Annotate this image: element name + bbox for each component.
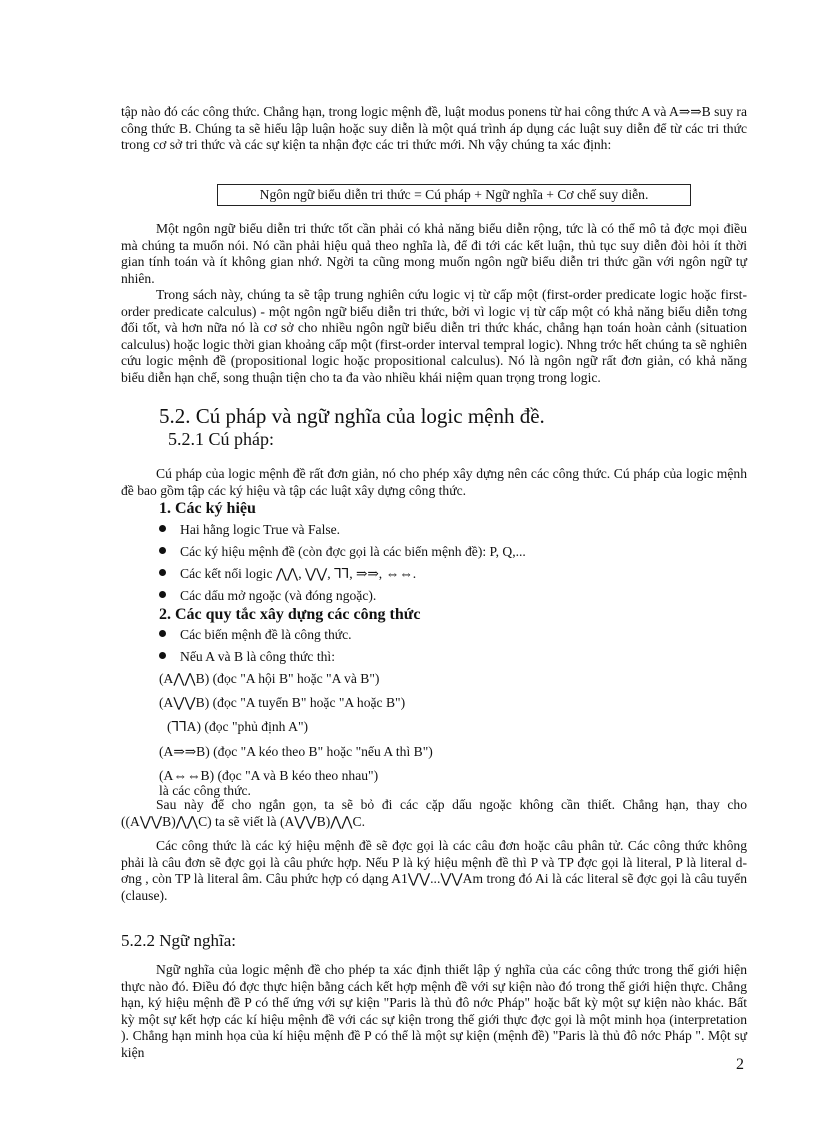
paragraph-representation: Một ngôn ngữ biểu diễn tri thức tốt cần phải có khả năng biểu diễn rộng, tức là có thể mô tả đợc mọi điều mà chúng ta muốn nói. Nó cần phải hiệu quả theo nghĩa là, để đi tới các kết luận, thủ tục suy diễn đòi hỏi ít thời gian tính toán và ít không gian nhớ. Ngời ta cũng mong muốn ngôn ngữ biểu diễn tri thức gần với ngôn ngữ tự nhiên. xyxy=(121,221,747,286)
heading-rules: 2. Các quy tắc xây dựng các công thức xyxy=(159,606,421,623)
bullet-item: Nếu A và B là công thức thì: xyxy=(159,648,335,666)
page-number: 2 xyxy=(736,1056,744,1073)
heading-symbols: 1. Các ký hiệu xyxy=(159,500,256,517)
formula-implication: (A⇒⇒B) (đọc "A kéo theo B" hoặc "nếu A thì B") xyxy=(159,744,433,759)
formulas-tail: là các công thức. xyxy=(159,783,251,798)
bullet-item: Các biến mệnh đề là công thức. xyxy=(159,626,352,644)
section-title: 5.2. Cú pháp và ngữ nghĩa của logic mệnh đề. xyxy=(159,404,545,428)
subsection-semantics-title: 5.2.2 Ngữ nghĩa: xyxy=(121,931,236,950)
formula-box: Ngôn ngữ biểu diễn tri thức = Cú pháp + Ngữ nghĩa + Cơ chế suy diễn. xyxy=(217,184,691,206)
formula-negation: (⅂⅂A) (đọc "phủ định A") xyxy=(167,719,309,734)
bullet-dot-icon xyxy=(159,652,166,659)
bullet-item: Các dấu mở ngoặc (và đóng ngoặc). xyxy=(159,587,376,605)
bullet-dot-icon xyxy=(159,525,166,532)
bullet-item: Các ký hiệu mệnh đề (còn đợc gọi là các biến mệnh đề): P, Q,... xyxy=(159,543,526,561)
paragraph-literals: Các công thức là các ký hiệu mệnh đề sẽ đợc gọi là các câu đơn hoặc câu phân tử. Các công thức không phải là câu đơn sẽ đợc gọi là câu phức hợp. Nếu P là ký hiệu mệnh đề thì P và TP đợc gọi là literal, P là literal dơng , còn TP là literal âm. Câu phức hợp có dạng A1⋁⋁...⋁⋁Am trong đó Ai là các literal sẽ đợc gọi là câu tuyển (clause). xyxy=(121,838,747,903)
formula-disjunction: (A⋁⋁B) (đọc "A tuyển B" hoặc "A hoặc B") xyxy=(159,695,406,710)
bullet-item: Các kết nối logic ⋀⋀, ⋁⋁, ⅂⅂, ⇒⇒, ⇔⇔. xyxy=(159,565,416,583)
paragraph-brackets: Sau này để cho ngắn gọn, ta sẽ bỏ đi các cặp dấu ngoặc không cần thiết. Chẳng hạn, thay cho ((A⋁⋁B)⋀⋀C) ta sẽ viết là (A⋁⋁B)⋀⋀C. xyxy=(121,797,747,829)
bullet-dot-icon xyxy=(159,547,166,554)
paragraph-semantics: Ngữ nghĩa của logic mệnh đề cho phép ta xác định thiết lập ý nghĩa của các công thức trong thế giới hiện thực nào đó. Điều đó đợc thực hiện bằng cách kết hợp mệnh đề với sự kiện nào đó trong thế giới hiện thực. Chẳng hạn, ký hiệu mệnh đề P có thể ứng với sự kiện "Paris là thủ đô nớc Pháp" hoặc bất kỳ một sự kiện nào khác. Bất kỳ một sự kết hợp các kí hiệu mệnh đề với các sự kiện trong thế giới thực đợc gọi là một minh họa (interpretation ). Chẳng hạn minh họa của kí hiệu mệnh đề P có thể là một sự kiện (mệnh đề) "Paris là thủ đô nớc Pháp ". Một sự kiện xyxy=(121,962,747,1060)
bullet-dot-icon xyxy=(159,569,166,576)
paragraph-modus-ponens: tập nào đó các công thức. Chẳng hạn, trong logic mệnh đề, luật modus ponens từ hai công thức A và A⇒⇒B suy ra công thức B. Chúng ta sẽ hiểu lập luận hoặc suy diễn là một quá trình áp dụng các luật suy diễn để từ các tri thức trong cơ sở tri thức và các sự kiện ta nhận đợc các tri thức mới. Nh vậy chúng ta xác định: xyxy=(121,104,747,152)
bullet-item: Hai hằng logic True và False. xyxy=(159,521,340,539)
bullet-dot-icon xyxy=(159,591,166,598)
paragraph-first-order-logic: Trong sách này, chúng ta sẽ tập trung nghiên cứu logic vị từ cấp một (first-order predicate logic hoặc first-order predicate calculus) - một ngôn ngữ biểu diễn tri thức, bởi vì logic vị từ cấp một có khả năng biểu diễn tơng đối tốt, và hơn nữa nó là cơ sở cho nhiều ngôn ngữ biểu diễn tri thức khác, chẳng hạn toán hoàn cảnh (situation calculus) hoặc logic thời gian khoảng cấp một (first-order interval tempral logic). Nhng trớc hết chúng ta sẽ nghiên cứu logic mệnh đề (propositional logic hoặc propositional calculus). Nó là ngôn ngữ rất đơn giản, có khả năng biểu diễn hạn chế, song thuận tiện cho ta đa vào nhiều khái niệm quan trọng trong logic. xyxy=(121,287,747,385)
formula-conjunction: (A⋀⋀B) (đọc "A hội B" hoặc "A và B") xyxy=(159,671,380,686)
formula-equivalence: (A⇔⇔B) (đọc "A và B kéo theo nhau") xyxy=(159,768,379,783)
paragraph-syntax: Cú pháp của logic mệnh đề rất đơn giản, nó cho phép xây dựng nên các công thức. Cú pháp của logic mệnh đề bao gồm tập các ký hiệu và tập các luật xây dựng công thức. xyxy=(121,466,747,498)
subsection-syntax-title: 5.2.1 Cú pháp: xyxy=(168,429,274,449)
bullet-dot-icon xyxy=(159,630,166,637)
